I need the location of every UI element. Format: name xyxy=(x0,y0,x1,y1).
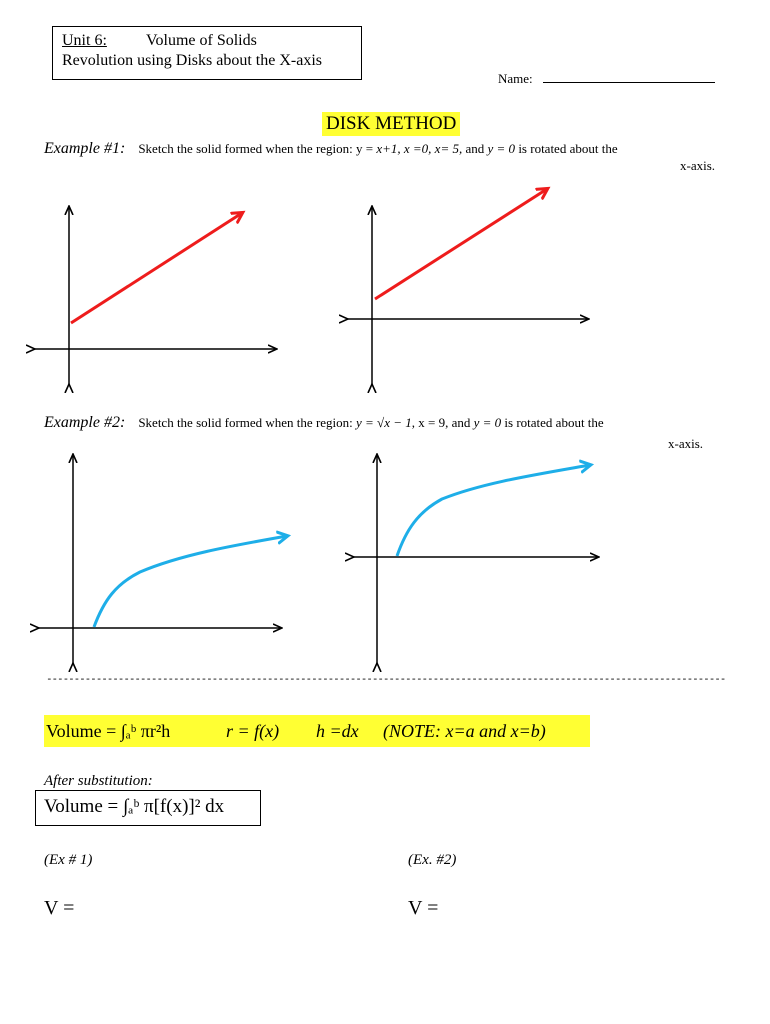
unit-label: Unit 6: xyxy=(62,32,107,49)
example2-text-f: x-axis. xyxy=(668,436,704,451)
example1-text-c: and xyxy=(462,141,488,156)
graph2 xyxy=(347,189,588,385)
graph4-blue-curve xyxy=(397,465,590,556)
formula-volume: Volume = ∫ₐᵇ πr²h xyxy=(46,721,171,741)
unit-subtitle: Revolution using Disks about the X-axis xyxy=(62,52,322,69)
section-divider: --------------------------------------------------------------------------------------------------------------------------- xyxy=(46,672,726,685)
graph2-red-line xyxy=(375,189,547,299)
page-title: DISK METHOD xyxy=(322,112,460,136)
formula-note: (NOTE: x=a and x=b) xyxy=(383,721,546,741)
after-substitution-label: After substitution: xyxy=(44,773,153,789)
ex2-volume-answer[interactable]: V = xyxy=(408,897,439,919)
ex1-volume-answer[interactable]: V = xyxy=(44,897,75,919)
example1-text-f: x-axis. xyxy=(680,158,716,173)
example1-text-a: Sketch the solid formed when the region: y = xyxy=(138,141,377,156)
volume-formula-box xyxy=(35,790,261,826)
formula-highlight xyxy=(44,715,590,747)
example2-label: Example #2: xyxy=(44,414,126,431)
example2-text-a: Sketch the solid formed when the region: xyxy=(138,415,357,430)
example1-text-d: y = 0 xyxy=(487,141,516,156)
graph3 xyxy=(38,455,287,664)
example2-text-b: y = √x − 1 xyxy=(356,415,412,430)
example2-text-e: is rotated about the xyxy=(501,415,604,430)
name-label: Name: xyxy=(498,71,533,86)
example1-label: Example #1: xyxy=(44,140,126,157)
formula-h: h =dx xyxy=(316,721,359,741)
graph3-blue-curve xyxy=(94,536,287,627)
example1-text-e: is rotated about the xyxy=(515,141,618,156)
ex2-reference: (Ex. #2) xyxy=(408,852,457,868)
example2-text-c: , x = 9, and xyxy=(411,415,474,430)
graph4 xyxy=(353,455,598,664)
formula-r: r = f(x) xyxy=(226,721,280,741)
unit-title: Volume of Solids xyxy=(146,32,257,49)
graph1-red-line xyxy=(71,213,242,323)
graph1 xyxy=(34,207,276,385)
example2-text-d: y = 0 xyxy=(473,415,502,430)
volume-formula: Volume = ∫ₐᵇ π[f(x)]² dx xyxy=(44,796,225,817)
example1-text-b: x+1, x =0, x= 5, xyxy=(376,141,463,156)
ex1-reference: (Ex # 1) xyxy=(44,852,93,868)
